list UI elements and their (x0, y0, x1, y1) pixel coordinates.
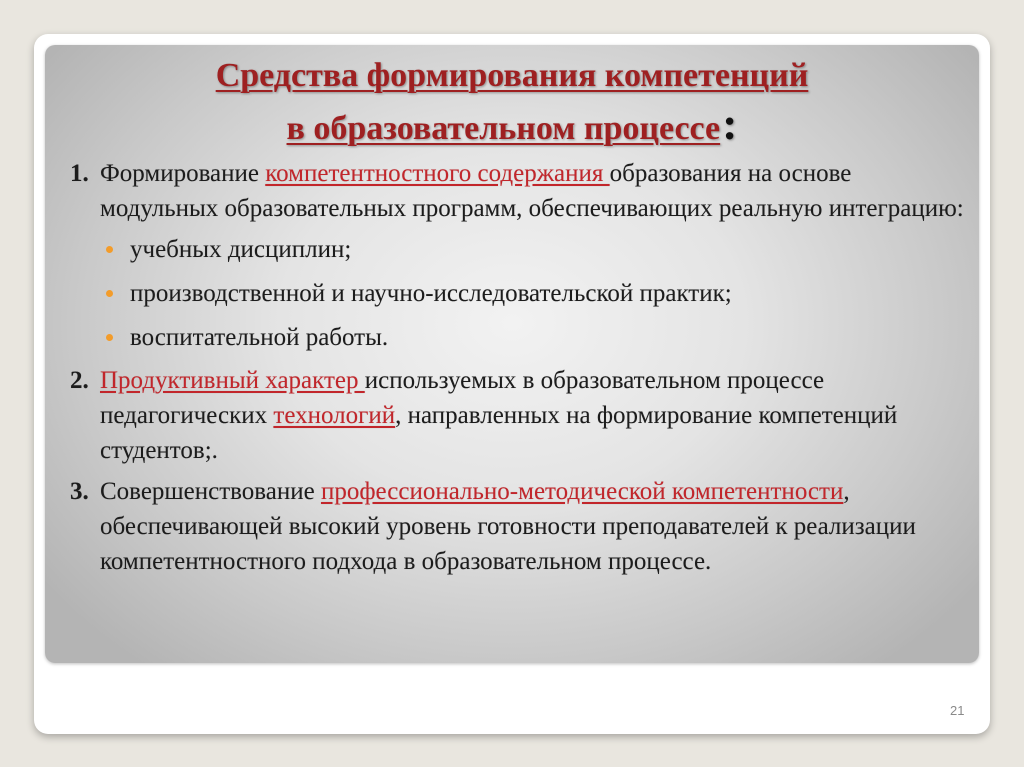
item-highlight: профессионально-методической компетентности (320, 478, 844, 505)
title-line-1: Средства формирования компетенций (215, 57, 809, 94)
slide-title (45, 52, 979, 153)
page-number: 21 (950, 703, 965, 718)
item-highlight: Продуктивный характер (100, 367, 365, 394)
title-colon: : (722, 98, 738, 149)
item-text-before: Формирование (100, 160, 266, 187)
item-number: 3. (70, 478, 89, 505)
bullet-item: воспитательной работы. (70, 316, 970, 360)
bullet-item: производственной и научно-исследовательской практик; (70, 272, 970, 316)
list-item-3 (70, 474, 970, 579)
item-text-middle: используемых в образовательном процессе педагогических (100, 367, 825, 429)
item-highlight: компетентностного содержания (265, 160, 610, 187)
list-item-2 (70, 363, 970, 468)
item-text-after: , направленных на формирование компетенций студентов;. (100, 402, 898, 464)
item-number: 1. (70, 160, 89, 187)
list-item-1 (70, 156, 970, 226)
item-text-after: образования на основе модульных образовательных программ, обеспечивающих реальную интеграцию: (100, 160, 964, 222)
slide-body (70, 156, 970, 579)
item-text-after: , обеспечивающей высокий уровень готовности преподавателей к реализации компетентностного подхода в образовательном процессе. (100, 478, 916, 575)
item-number: 2. (70, 367, 89, 394)
item-text-before: Совершенствование (100, 478, 321, 505)
bullet-item: учебных дисциплин; (70, 228, 970, 272)
item-highlight-2: технологий (273, 402, 396, 429)
bullet-list (70, 228, 970, 360)
title-line-2: в образовательном процессе (286, 110, 721, 147)
